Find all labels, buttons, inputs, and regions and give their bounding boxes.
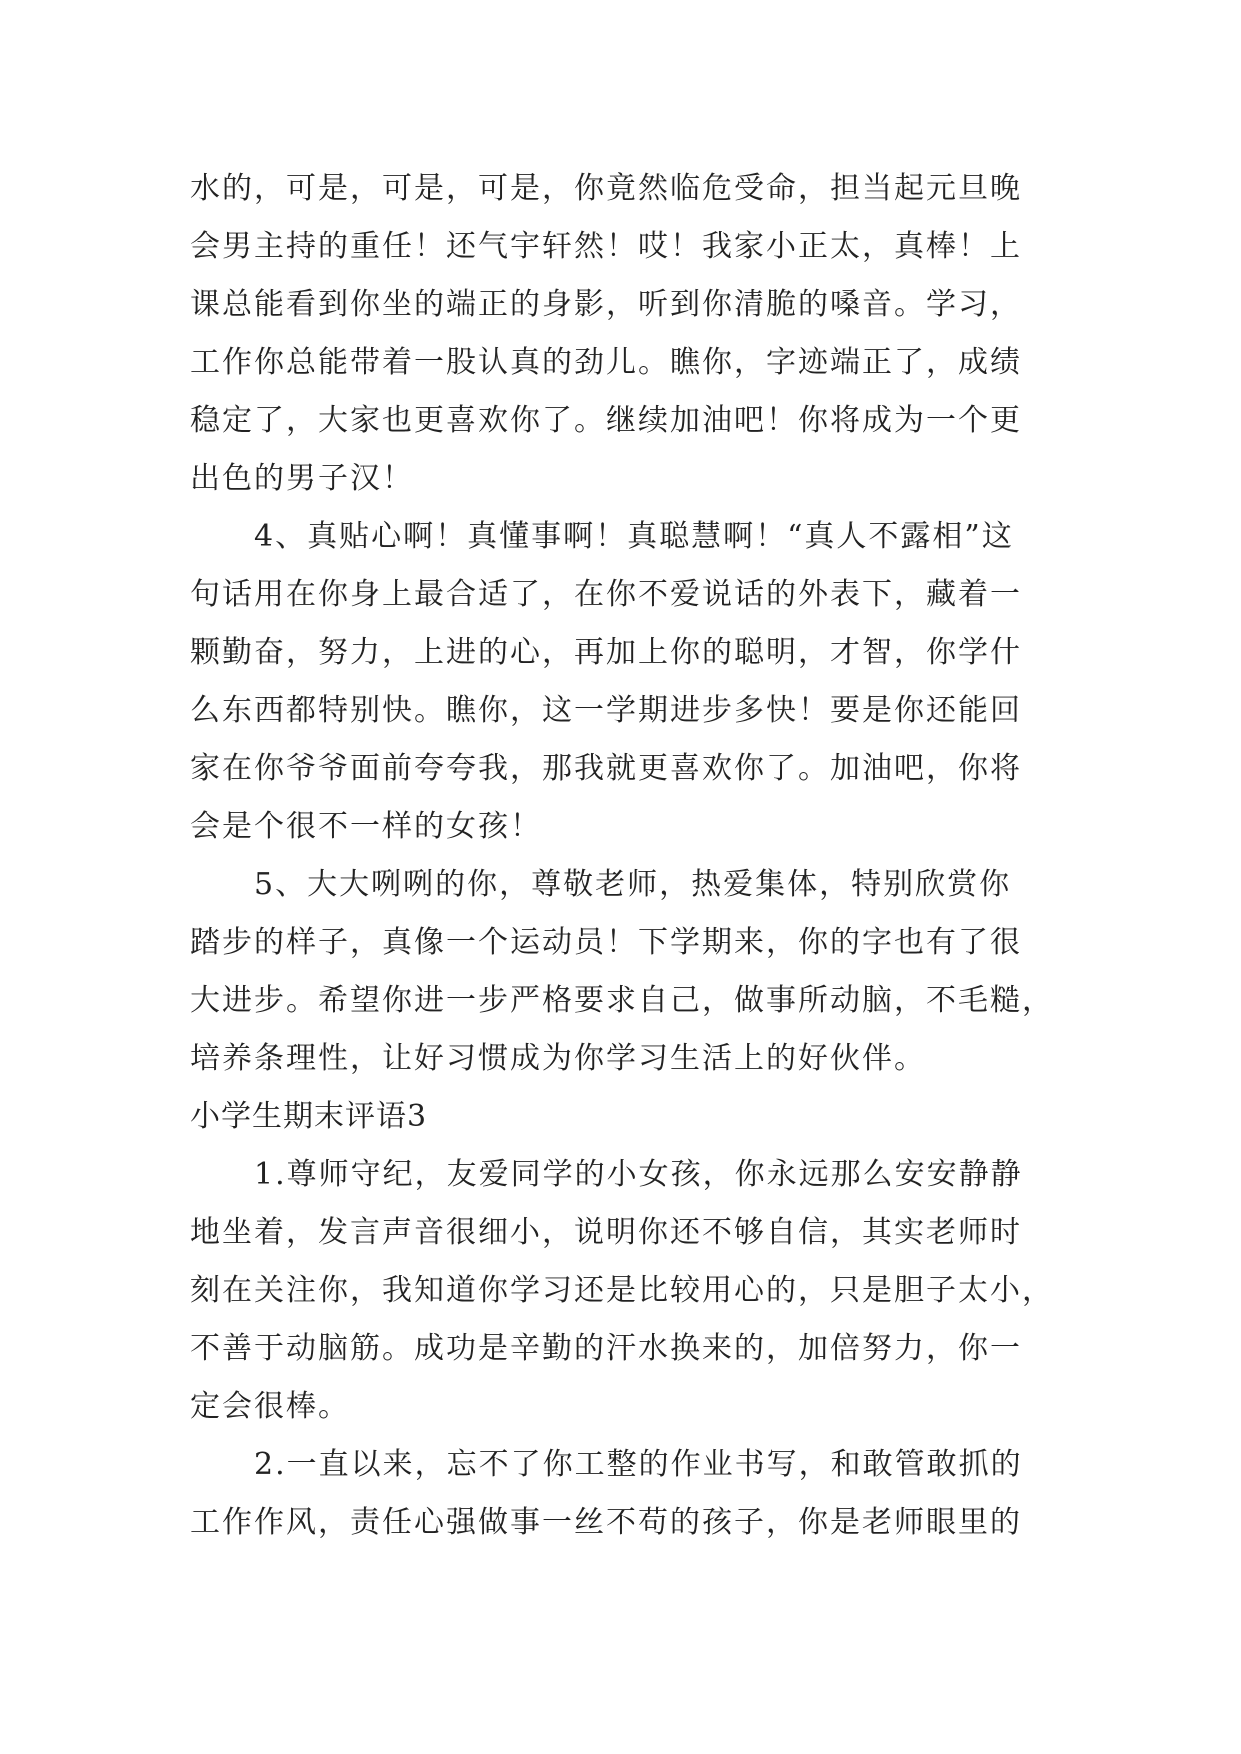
text-line: 大进步。希望你进一步严格要求自己，做事所动脑，不毛糙，	[190, 983, 1054, 1018]
text-line: 1.尊师守纪，友爱同学的小女孩，你永远那么安安静静	[254, 1157, 1023, 1192]
paragraph-continued	[190, 160, 1060, 508]
text-line: 培养条理性，让好习惯成为你学习生活上的好伙伴。	[190, 1041, 926, 1076]
text-line: 工作你总能带着一股认真的劲儿。瞧你，字迹端正了，成绩	[190, 345, 1022, 380]
paragraph-item-4	[190, 508, 1060, 856]
text-line: 稳定了，大家也更喜欢你了。继续加油吧！你将成为一个更	[190, 403, 1022, 438]
text-line: 4、真贴心啊！真懂事啊！真聪慧啊！“真人不露相”这	[254, 519, 1014, 554]
text-line: 会是个很不一样的女孩！	[190, 809, 542, 844]
document-body	[190, 160, 1060, 1552]
paragraph-item-1	[190, 1146, 1060, 1436]
section-heading: 小学生期末评语3	[190, 1099, 428, 1134]
text-line: 课总能看到你坐的端正的身影，听到你清脆的嗓音。学习，	[190, 287, 1022, 322]
text-line: 工作作风，责任心强做事一丝不苟的孩子，你是老师眼里的	[190, 1505, 1022, 1540]
text-line: 不善于动脑筋。成功是辛勤的汗水换来的，加倍努力，你一	[190, 1331, 1022, 1366]
text-line: 颗勤奋，努力，上进的心，再加上你的聪明，才智，你学什	[190, 635, 1022, 670]
text-line: 家在你爷爷面前夸夸我，那我就更喜欢你了。加油吧，你将	[190, 751, 1022, 786]
text-line: 2.一直以来，忘不了你工整的作业书写，和敢管敢抓的	[254, 1447, 1023, 1482]
text-line: 会男主持的重任！还气宇轩然！哎！我家小正太，真棒！上	[190, 229, 1022, 264]
text-line: 踏步的样子，真像一个运动员！下学期来，你的字也有了很	[190, 925, 1022, 960]
paragraph-item-5	[190, 856, 1060, 1088]
text-line: 刻在关注你，我知道你学习还是比较用心的，只是胆子太小，	[190, 1273, 1054, 1308]
text-line: 句话用在你身上最合适了，在你不爱说话的外表下，藏着一	[190, 577, 1022, 612]
text-line: 水的，可是，可是，可是，你竟然临危受命，担当起元旦晚	[190, 171, 1022, 206]
text-line: 地坐着，发言声音很细小，说明你还不够自信，其实老师时	[190, 1215, 1022, 1250]
paragraph-item-2	[190, 1436, 1060, 1552]
text-line: 5、大大咧咧的你，尊敬老师，热爱集体，特别欣赏你	[254, 867, 1012, 902]
text-line: 出色的男子汉！	[190, 461, 414, 496]
text-line: 定会很棒。	[190, 1389, 350, 1424]
text-line: 么东西都特别快。瞧你，这一学期进步多快！要是你还能回	[190, 693, 1022, 728]
